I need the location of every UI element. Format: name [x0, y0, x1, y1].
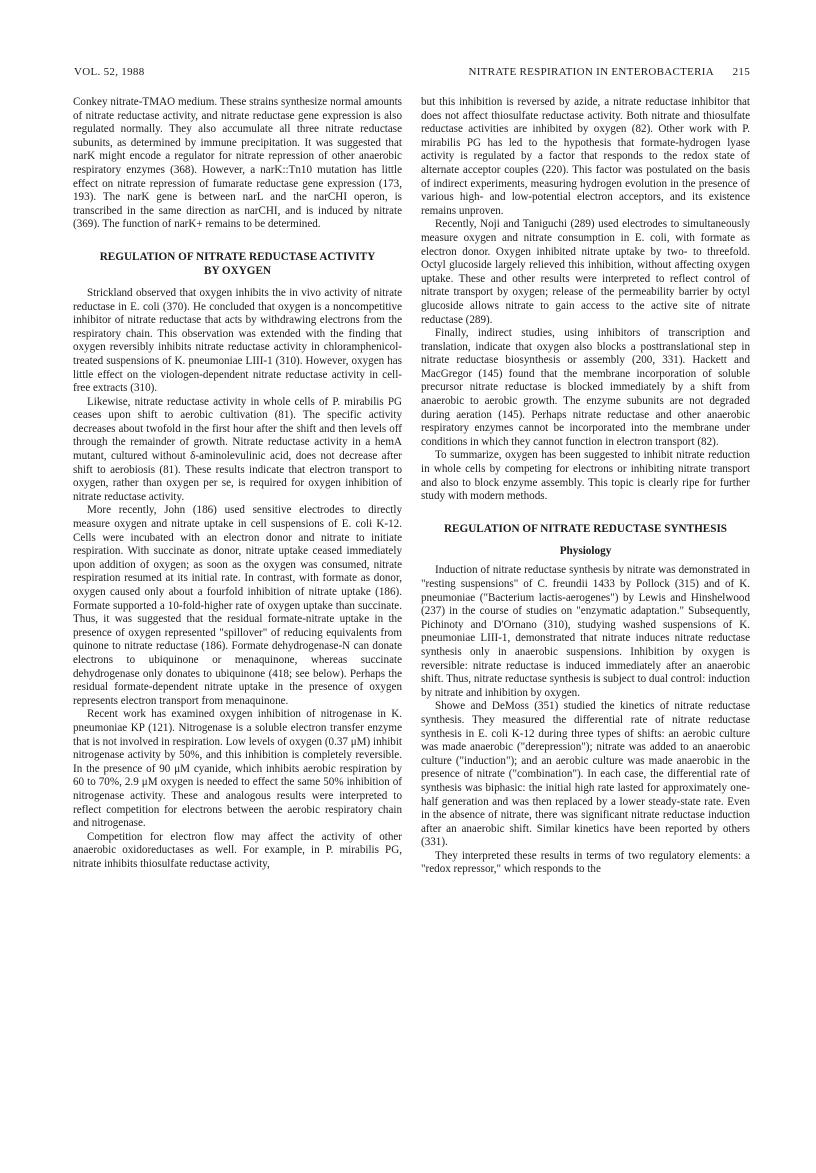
paragraph: Likewise, nitrate reductase activity in whole cells of P. mirabilis PG ceases upon shift to aerobic cultivation (81). The specific activity decreases about twofold in the first hour after the shift and then levels off through the remainder of growth. Nitrate reductase activity in a hemA mutant, cultured without δ-aminolevulinic acid, does not decrease after shift to aerobiosis (81). These results indicate that electron transport to oxygen, rather than oxygen per se, is required for oxygen inhibition of nitrate reductase activity. [73, 395, 402, 503]
running-title: NITRATE RESPIRATION IN ENTEROBACTERIA [468, 66, 714, 78]
volume-label: VOL. 52, 1988 [74, 66, 145, 78]
paragraph: but this inhibition is reversed by azide, a nitrate reductase inhibitor that does not affect thiosulfate reductase activity. Both nitrate and thiosulfate reductase activities are inhibited by oxygen (82). Other work with P. mirabilis PG has led to the hypothesis that formate-hydrogen lyase activity is regulated by a factor that responds to the redox state of alternate acceptor couples (220). This factor was postulated on the basis of indirect experiments, measuring hydrogen evolution in the presence of various high- and low-potential electron acceptors, and its existence remains unproven. [421, 96, 750, 217]
paragraph: To summarize, oxygen has been suggested to inhibit nitrate reduction in whole cells by competing for electrons or inhibiting nitrate transport and also to block enzyme assembly. This topic is clearly ripe for further study with modern methods. [421, 449, 750, 503]
left-column [73, 96, 402, 871]
paragraph: Strickland observed that oxygen inhibits the in vivo activity of nitrate reductase in E. coli (370). He concluded that oxygen is a noncompetitive inhibitor of nitrate reductase that acts by withdrawing electrons from the respiratory chain. This observation was extended with the finding that oxygen reversibly inhibits nitrate reductase activity in chloramphenicol-treated suspensions of K. pneumoniae LIII-1 (310). However, oxygen has little effect on the viologen-dependent nitrate reductase activity in cell-free extracts (310). [73, 286, 402, 395]
paragraph: Competition for electron flow may affect the activity of other anaerobic oxidoreductases as well. For example, in P. mirabilis PG, nitrate inhibits thiosulfate reductase activity, [73, 830, 402, 870]
paragraph: Finally, indirect studies, using inhibitors of transcription and translation, indicate that oxygen also blocks a posttranslational step in nitrate reductase biosynthesis or assembly (200, 331). Hackett and MacGregor (145) found that the membrane incorporation of soluble precursor nitrate reductase is blocked immediately by a shift from anaerobic to aerobic growth. The enzyme subunits are not degraded during aeration (145). Perhaps nitrate reductase and other anaerobic respiratory enzymes cannot be incorporated into the membrane under conditions in which they cannot function in electron transport (82). [421, 327, 750, 448]
section-heading-line: REGULATION OF NITRATE REDUCTASE ACTIVITY [99, 250, 376, 263]
page-number: 215 [732, 66, 750, 78]
subsection-heading-physiology: Physiology [559, 544, 612, 557]
section-heading-oxygen [73, 250, 402, 278]
paragraph: Induction of nitrate reductase synthesis by nitrate was demonstrated in "resting suspensions" of C. freundii 1433 by Pollock (315) and of K. pneumoniae ("Bacterium lactis-aerogenes") by Lewis and Hinshelwood (237) in the course of studies on "enzymatic adaptation." Subsequently, Pichinoty and D'Ornano (310), studying washed suspensions of K. pneumoniae LIII-1, demonstrated that nitrate induces nitrate reductase synthesis only in anaerobic suspensions. Inhibition by oxygen is reversible: nitrate reductase is induced immediately after an anaerobic shift. Thus, nitrate reductase synthesis is subject to dual control: induction by nitrate and inhibition by oxygen. [421, 564, 750, 699]
paragraph: Conkey nitrate-TMAO medium. These strains synthesize normal amounts of nitrate reductase activity, and nitrate reductase gene expression is also regulated normally. They also accumulate all three nitrate reductase subunits, as determined by immune precipitation. It was suggested that narK might encode a regulator for nitrate repression of other anaerobic respiratory enzymes (368). However, a narK::Tn10 mutation has little effect on nitrate repression of fumarate reductase gene expression (173, 193). The narK gene is between narL and the narCHI operon, is transcribed in the same direction as narCHI, and is induced by nitrate (369). The function of narK+ remains to be determined. [73, 96, 402, 231]
section-heading-synthesis: REGULATION OF NITRATE REDUCTASE SYNTHESIS [443, 522, 728, 535]
section-heading-line: BY OXYGEN [203, 264, 272, 277]
right-column [421, 96, 750, 877]
paragraph: Recently, Noji and Taniguchi (289) used electrodes to simultaneously measure oxygen and nitrate consumption in E. coli, with formate as electron donor. Oxygen inhibited nitrate uptake by two- to threefold. Octyl glucoside largely relieved this inhibition, without affecting oxygen uptake. These and other results were interpreted to reflect control of nitrate transport by oxygen; release of the permeability barrier by octyl glucoside allows nitrate to gain access to the active site of nitrate reductase (289). [421, 218, 750, 326]
paragraph: More recently, John (186) used sensitive electrodes to directly measure oxygen and nitrate uptake in cell suspensions of E. coli K-12. Cells were incubated with an electron donor and nitrate to initiate respiration. With succinate as donor, nitrate uptake ceased immediately upon addition of oxygen; as soon as the oxygen was consumed, nitrate respiration resumed at its initial rate. In contrast, with formate as donor, oxygen caused only about a fourfold inhibition of nitrate uptake (186). Formate supported a 10-fold-higher rate of oxygen uptake than succinate. Thus, it was suggested that the residual formate-nitrate uptake in the presence of oxygen represented "spillover" of reducing equivalents from quinone to nitrate reductase (186). Formate dehydrogenase-N can donate electrons to ubiquinone or menaquinone, whereas succinate dehydrogenase only donates to ubiquinone (418; see below). Perhaps the residual formate-dependent nitrate uptake in the presence of oxygen represents electron transport from menaquinone. [73, 504, 402, 707]
paragraph: Showe and DeMoss (351) studied the kinetics of nitrate reductase synthesis. They measured the differential rate of nitrate reductase synthesis in E. coli K-12 during three types of shifts: an aerobic culture was made anaerobic ("derepression"); nitrate was added to an anaerobic culture ("induction"); and an aerobic culture was made anaerobic in the presence of nitrate ("combination"). In each case, the differential rate of synthesis was biphasic: the initial high rate lasted for approximately one-half generation and was then replaced by a lower steady-state rate. Even in the absence of nitrate, there was significant nitrate reductase induction after an anaerobic shift. Similar kinetics have been reported by others (331). [421, 700, 750, 849]
paragraph: They interpreted these results in terms of two regulatory elements: a "redox repressor," which responds to the [421, 849, 750, 876]
running-header [74, 66, 750, 82]
paragraph: Recent work has examined oxygen inhibition of nitrogenase in K. pneumoniae KP (121). Nitrogenase is a soluble electron transfer enzyme that is not involved in respiration. Low levels of oxygen (0.37 μM) inhibit nitrogenase activity by 50%, and this inhibition is completely reversible. In the presence of 90 μM cyanide, which inhibits aerobic respiration by 60 to 70%, 2.9 μM oxygen is needed to effect the same 50% inhibition of nitrogenase activity. These and analogous results were interpreted to reflect competition for electrons between the aerobic respiratory chain and nitrogenase. [73, 708, 402, 830]
